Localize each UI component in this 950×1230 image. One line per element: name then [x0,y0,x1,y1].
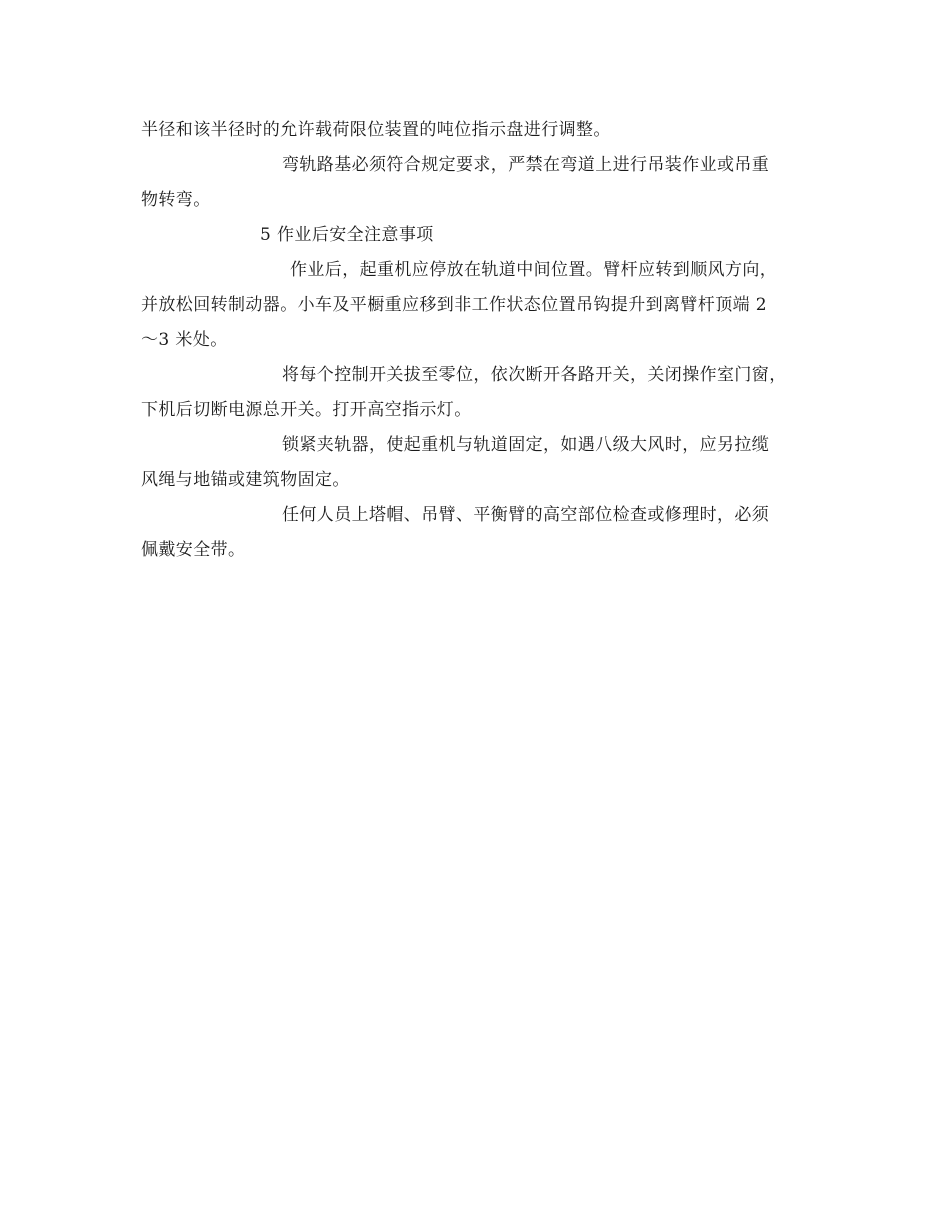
text-line: 半径和该半径时的允许载荷限位装置的吨位指示盘进行调整。 [141,120,611,140]
text-line: 物转弯。 [141,190,211,210]
text-line: 锁紧夹轨器，使起重机与轨道固定，如遇八级大风时，应另拉缆 [282,435,770,455]
text-line: 佩戴安全带。 [141,540,246,560]
text-line: 下机后切断电源总开关。打开高空指示灯。 [141,400,472,420]
text-line: 弯轨路基必须符合规定要求，严禁在弯道上进行吊装作业或吊重 [282,155,770,175]
text-line: 任何人员上塔帽、吊臂、平衡臂的高空部位检查或修理时，必须 [282,505,770,525]
text-line: 作业后，起重机应停放在轨道中间位置。臂杆应转到顺风方向， [290,260,778,280]
text-line: 并放松回转制动器。小车及平橱重应移到非工作状态位置吊钩提升到离臂杆顶端 2 [141,295,768,315]
text-line: ～3 米处。 [141,330,228,350]
text-line: 将每个控制开关拔至零位，依次断开各路开关，关闭操作室门窗， [282,365,787,385]
section-heading: 5 作业后安全注意事项 [260,225,434,245]
text-line: 风绳与地锚或建筑物固定。 [141,470,350,490]
